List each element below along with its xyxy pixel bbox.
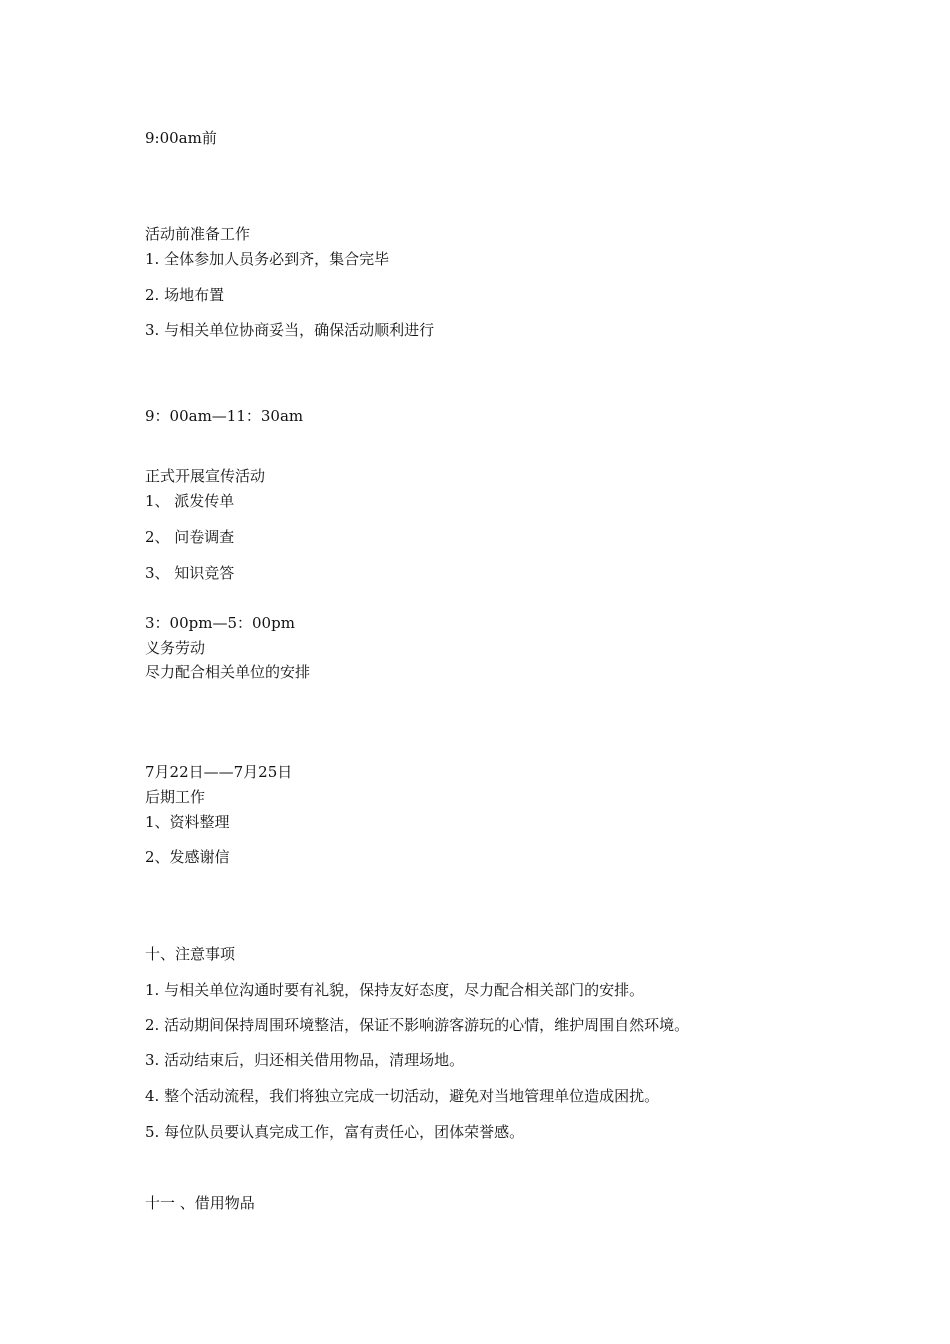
section10-item-2: 2. 活动期间保持周围环境整洁，保证不影响游客游玩的心情，维护周围自然环境。 [145, 1016, 690, 1034]
section10-heading: 十、注意事项 [145, 945, 236, 963]
section11-heading: 十一 、借用物品 [145, 1194, 255, 1212]
morning-title: 正式开展宣传活动 [145, 467, 266, 485]
section10-item-1: 1. 与相关单位沟通时要有礼貌，保持友好态度，尽力配合相关部门的安排。 [145, 981, 645, 999]
post-title: 后期工作 [145, 788, 206, 806]
section10-item-3: 3. 活动结束后，归还相关借用物品，清理场地。 [145, 1051, 465, 1069]
section10-item-5: 5. 每位队员要认真完成工作，富有责任心，团体荣誉感。 [145, 1123, 525, 1141]
pre-item-3: 3. 与相关单位协商妥当，确保活动顺利进行 [145, 321, 435, 339]
afternoon-title: 义务劳动 [145, 639, 206, 657]
morning-item-3: 3、 知识竞答 [145, 564, 235, 582]
morning-item-1: 1、 派发传单 [145, 492, 235, 510]
morning-item-2: 2、 问卷调查 [145, 528, 235, 546]
afternoon-time: 3：00pm—5：00pm [145, 614, 295, 632]
post-item-2: 2、发感谢信 [145, 848, 230, 866]
pre-item-2: 2. 场地布置 [145, 286, 225, 304]
post-item-1: 1、资料整理 [145, 813, 230, 831]
pre-time: 9:00am前 [145, 129, 217, 147]
pre-title: 活动前准备工作 [145, 225, 251, 243]
morning-time: 9：00am—11：30am [145, 407, 304, 425]
pre-item-1: 1. 全体参加人员务必到齐，集合完毕 [145, 250, 390, 268]
afternoon-note: 尽力配合相关单位的安排 [145, 663, 311, 681]
section10-item-4: 4. 整个活动流程，我们将独立完成一切活动，避免对当地管理单位造成困扰。 [145, 1087, 660, 1105]
post-time: 7月22日——7月25日 [145, 763, 293, 781]
